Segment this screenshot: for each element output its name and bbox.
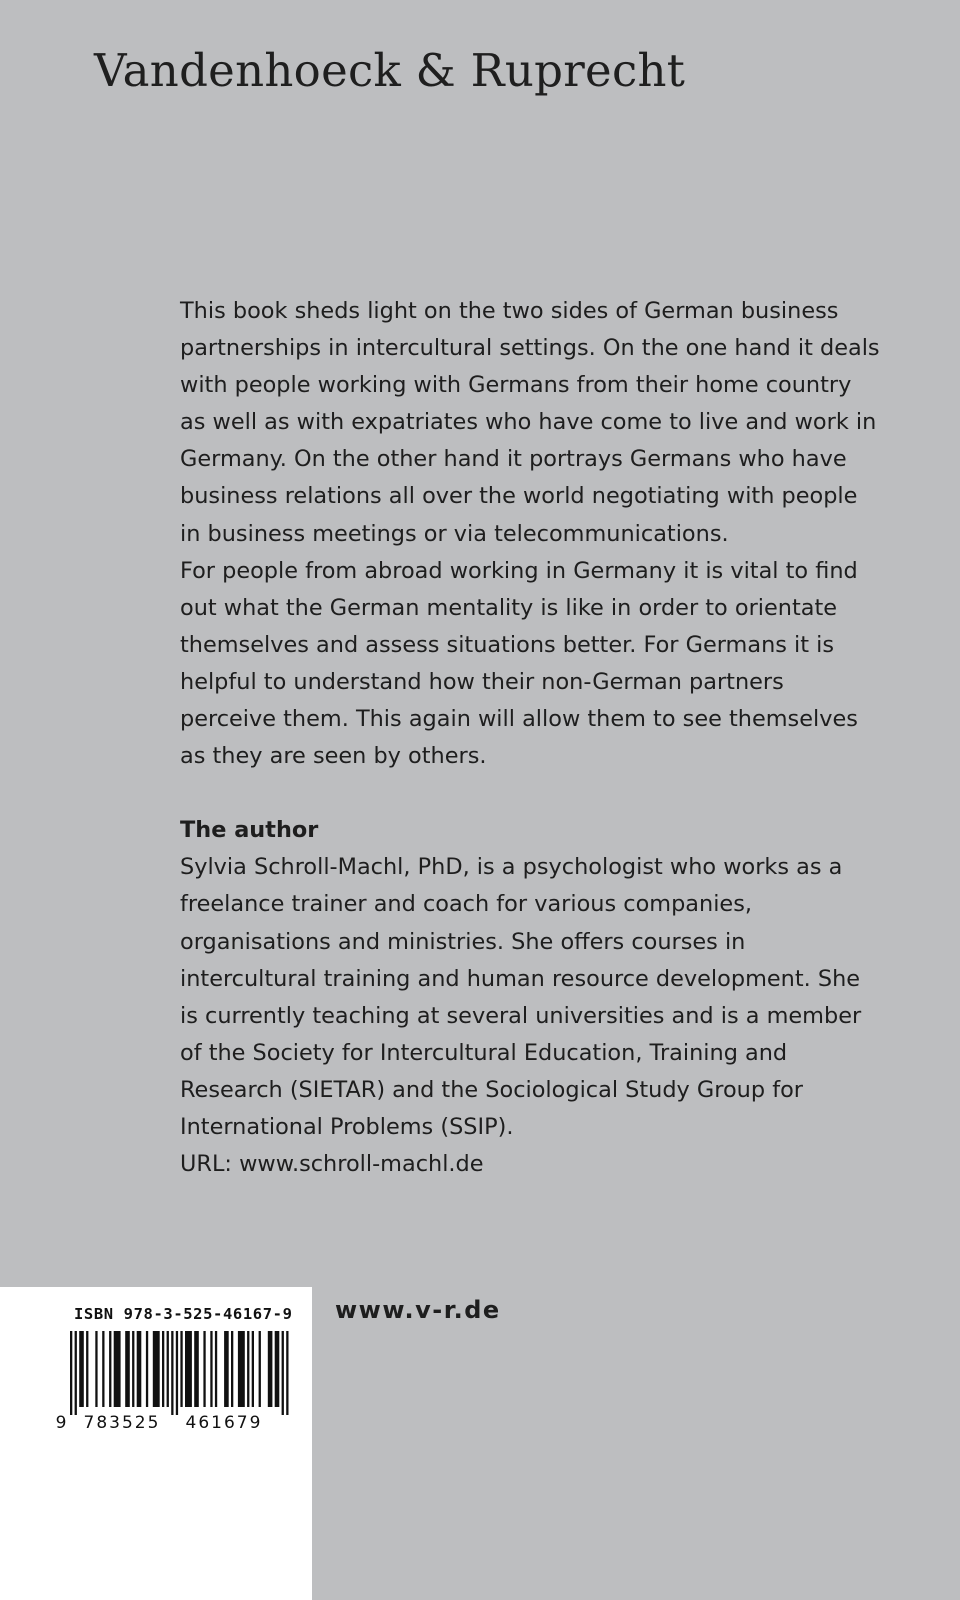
publisher-website: www.v-r.de bbox=[335, 1296, 501, 1324]
barcode-bar bbox=[167, 1331, 169, 1407]
barcode-bar bbox=[259, 1331, 261, 1407]
barcode-bar bbox=[286, 1331, 288, 1415]
barcode-left-digits: 783525 bbox=[83, 1413, 161, 1431]
barcode-bar bbox=[275, 1331, 280, 1407]
barcode-bar bbox=[125, 1331, 130, 1407]
blurb-paragraph-2: For people from abroad working in Germany it is vital to find out what the German mentality is like in order to orientate themselves and assess situations better. For Germans it is helpful to understand how their non-German partners perceive them. This again will allow them to see themselves as they are seen by others. bbox=[180, 557, 858, 770]
barcode-bar bbox=[171, 1331, 173, 1415]
barcode-bar bbox=[268, 1331, 273, 1407]
publisher-name: Vandenhoeck & Ruprecht bbox=[94, 44, 686, 97]
barcode-first-digit: 9 bbox=[56, 1413, 67, 1431]
barcode-bar bbox=[114, 1331, 121, 1407]
barcode-bar bbox=[185, 1331, 192, 1407]
barcode-bar bbox=[282, 1331, 284, 1415]
section-spacer bbox=[180, 775, 880, 812]
barcode-bar bbox=[146, 1331, 148, 1407]
barcode-bar bbox=[70, 1331, 72, 1415]
barcode-bar bbox=[153, 1331, 160, 1407]
barcode-bar bbox=[203, 1331, 205, 1407]
barcode-bar bbox=[75, 1331, 77, 1415]
barcode-bar bbox=[137, 1331, 142, 1407]
barcode-bar bbox=[247, 1331, 249, 1407]
barcode-bar bbox=[210, 1331, 212, 1407]
barcode-bar bbox=[109, 1331, 111, 1407]
barcode-bar bbox=[224, 1331, 229, 1407]
barcode-bar bbox=[194, 1331, 199, 1407]
barcode-bar bbox=[102, 1331, 104, 1407]
back-cover-text bbox=[180, 293, 880, 1183]
barcode-bar bbox=[215, 1331, 217, 1407]
barcode-bar bbox=[79, 1331, 84, 1407]
isbn-label: ISBN 978-3-525-46167-9 bbox=[74, 1305, 293, 1323]
barcode-bar bbox=[180, 1331, 182, 1407]
barcode-bar bbox=[231, 1331, 233, 1407]
author-url: URL: www.schroll-machl.de bbox=[180, 1151, 484, 1178]
author-bio: Sylvia Schroll-Machl, PhD, is a psychologist who works as a freelance trainer and coach for various companies, organisations and ministries. She offers courses in intercultural training and human resource development. She is currently teaching at several universities and is a member of the Society for Intercultural Education, Training and Research (SIETAR) and the Sociological Study Group for International Problems (SSIP). bbox=[180, 854, 862, 1140]
ean-barcode bbox=[56, 1331, 296, 1431]
barcode-panel bbox=[0, 1287, 312, 1600]
author-heading: The author bbox=[180, 817, 319, 844]
barcode-bar bbox=[132, 1331, 134, 1407]
barcode-bar bbox=[86, 1331, 88, 1407]
barcode-bar bbox=[176, 1331, 178, 1415]
barcode-bar bbox=[162, 1331, 164, 1407]
blurb-paragraph-1: This book sheds light on the two sides of German business partnerships in intercultural settings. On the one hand it deals with people working with Germans from their home country as well as with expatriates who have come to live and work in Germany. On the other hand it portrays Germans who have business relations all over the world negotiating with people in business meetings or via telecommunications. bbox=[180, 298, 880, 547]
barcode-right-digits: 461679 bbox=[185, 1413, 263, 1431]
barcode-bar bbox=[252, 1331, 254, 1407]
barcode-bar bbox=[238, 1331, 245, 1407]
barcode-bar bbox=[95, 1331, 97, 1407]
